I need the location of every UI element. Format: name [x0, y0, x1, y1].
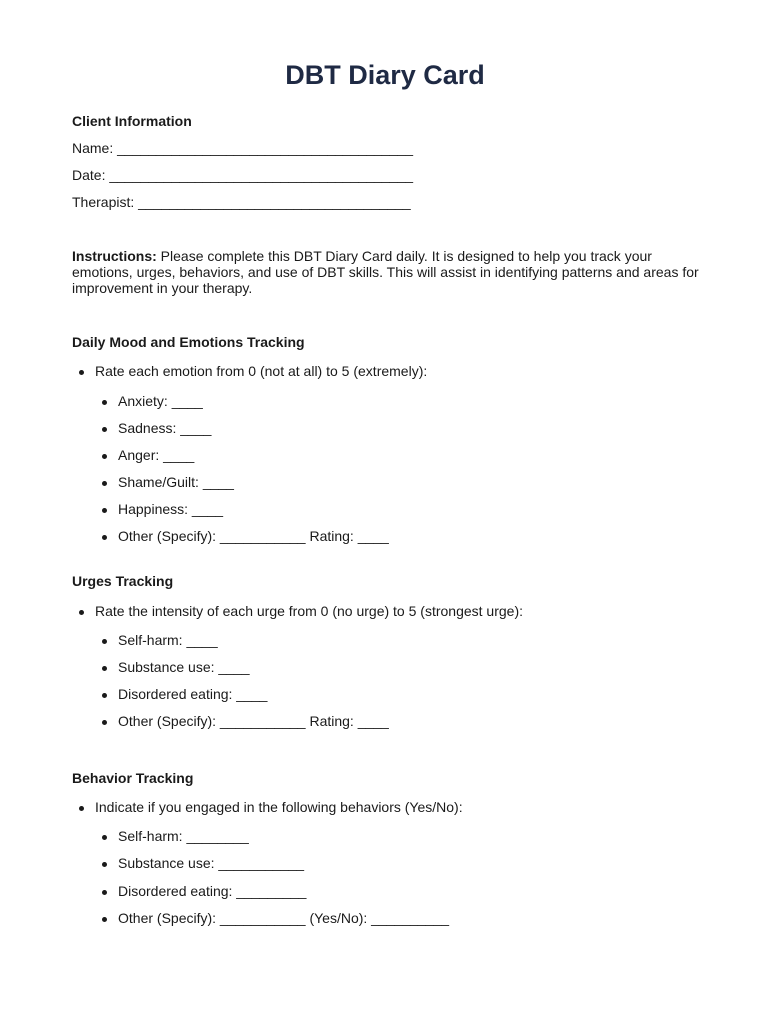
mood-intro: Rate each emotion from 0 (not at all) to 5 (extremely):: [95, 363, 428, 379]
instructions-paragraph: [72, 248, 702, 296]
mood-item-sadness[interactable]: Sadness: ____: [118, 420, 212, 436]
name-field[interactable]: Name: ______________________________________: [72, 140, 413, 156]
mood-item-shame-guilt[interactable]: Shame/Guilt: ____: [118, 474, 234, 490]
urges-item-disordered-eating[interactable]: Disordered eating: ____: [118, 686, 268, 702]
mood-heading: Daily Mood and Emotions Tracking: [72, 334, 305, 350]
behavior-item-disordered-eating[interactable]: Disordered eating: _________: [118, 883, 307, 899]
behavior-item-other[interactable]: Other (Specify): ___________ (Yes/No): __________: [118, 910, 450, 926]
instructions-label: Instructions:: [72, 248, 157, 264]
instructions-text: Please complete this DBT Diary Card daily. It is designed to help you track your emotions, urges, behaviors, and use of DBT skills. This will assist in identifying patterns and areas for improvement in your therapy.: [72, 248, 699, 296]
behavior-item-self-harm[interactable]: Self-harm: ________: [118, 828, 249, 844]
mood-item-happiness[interactable]: Happiness: ____: [118, 501, 224, 517]
client-info-heading: Client Information: [72, 113, 192, 129]
behavior-intro: Indicate if you engaged in the following behaviors (Yes/No):: [95, 799, 463, 815]
page-title: DBT Diary Card: [285, 60, 485, 90]
mood-item-other[interactable]: Other (Specify): ___________ Rating: ____: [118, 528, 389, 544]
mood-item-anxiety[interactable]: Anxiety: ____: [118, 393, 203, 409]
urges-item-self-harm[interactable]: Self-harm: ____: [118, 632, 218, 648]
urges-item-other[interactable]: Other (Specify): ___________ Rating: ____: [118, 713, 389, 729]
behavior-item-substance-use[interactable]: Substance use: ___________: [118, 855, 305, 871]
therapist-field[interactable]: Therapist: ___________________________________: [72, 194, 411, 210]
behavior-heading: Behavior Tracking: [72, 770, 194, 786]
urges-intro: Rate the intensity of each urge from 0 (no urge) to 5 (strongest urge):: [95, 603, 523, 619]
urges-heading: Urges Tracking: [72, 573, 174, 589]
mood-item-anger[interactable]: Anger: ____: [118, 447, 195, 463]
urges-item-substance-use[interactable]: Substance use: ____: [118, 659, 250, 675]
date-field[interactable]: Date: _______________________________________: [72, 167, 414, 183]
